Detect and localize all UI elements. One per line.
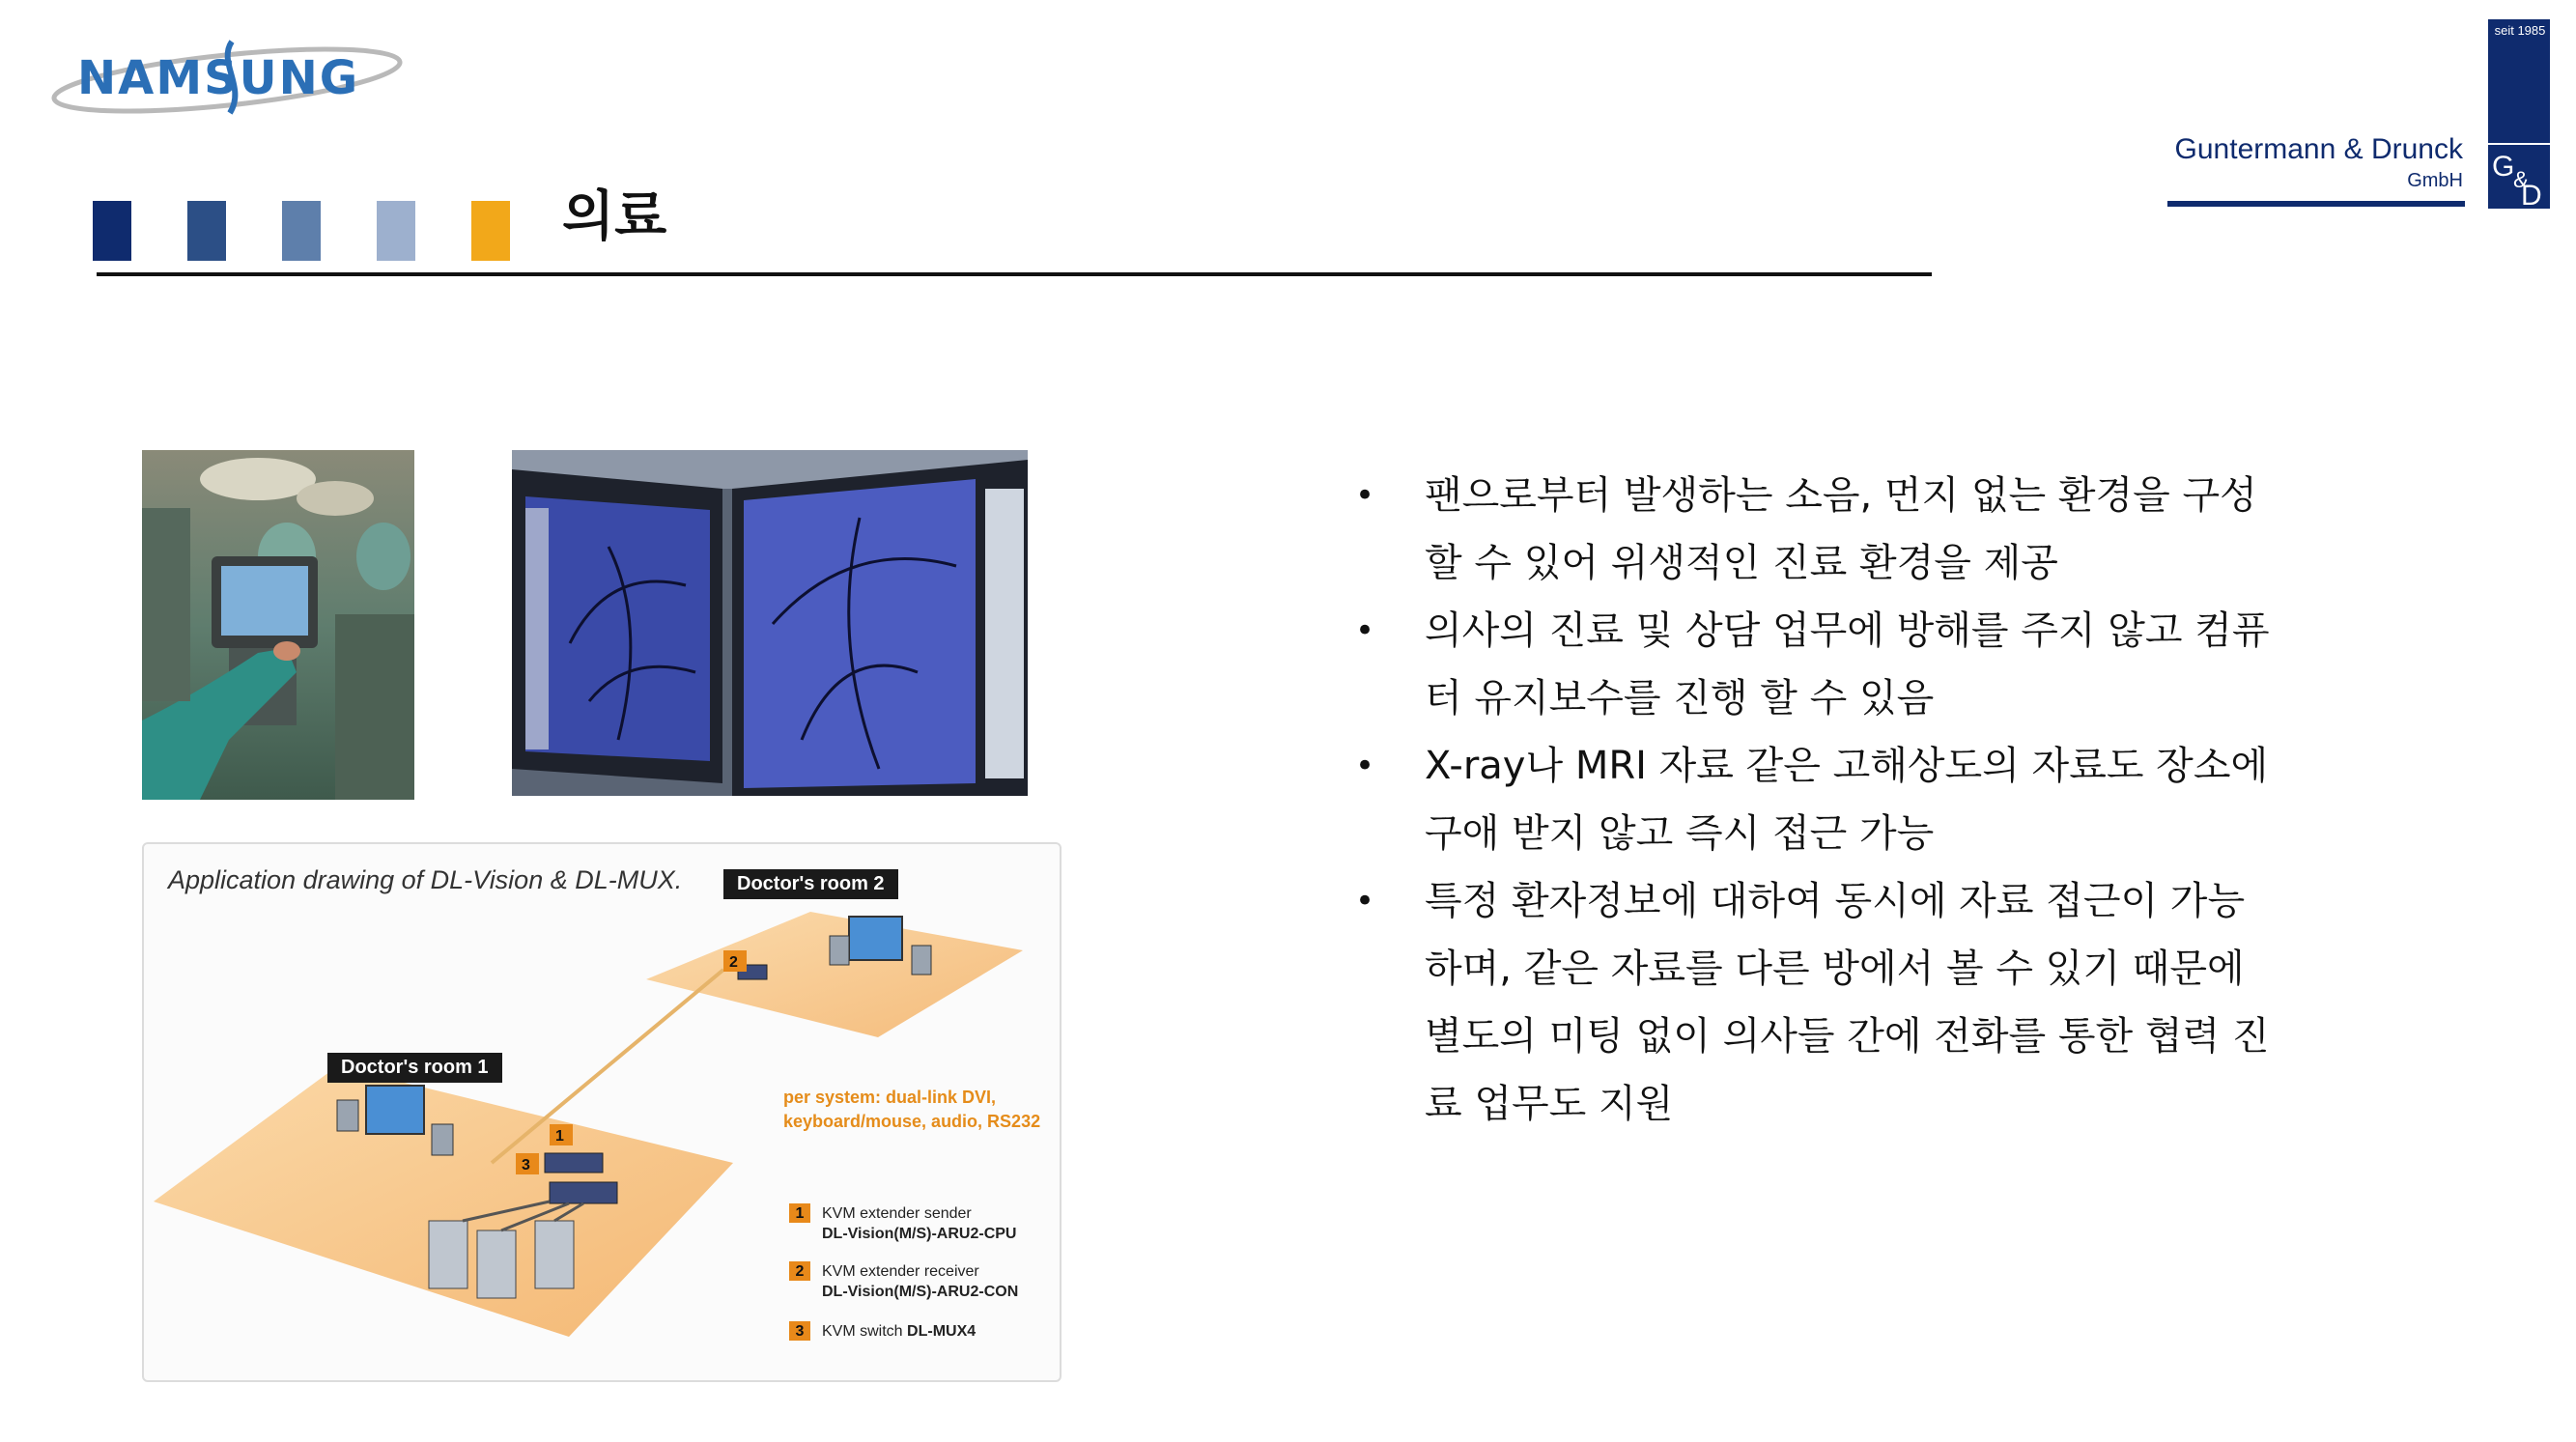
square-4 [377,201,415,261]
application-drawing [142,842,1062,1382]
square-1 [93,201,131,261]
gd-logo-mark [2488,145,2550,209]
feature-item-4: • 특정 환자정보에 대하여 동시에 자료 접근이 가능하며, 같은 자료를 다른 방에서 볼 수 있기 때문에 별도의 미팅 없이 의사들 간에 전화를 통한 협력 진료 업무도 지원 [1347,867,2275,1138]
square-5 [471,201,510,261]
page-title: 의료 [562,185,667,248]
svg-text:D: D [2521,180,2542,209]
diagram-caption: Application drawing of DL-Vision & DL-MUX. [168,865,683,894]
operating-room-photo [142,450,414,800]
legend-item-3 [789,1321,976,1342]
legend-label-1: KVM extender sender [822,1205,972,1222]
decorative-squares [93,201,518,261]
gd-underline [2167,201,2465,207]
legend-label-2: KVM extender receiver [822,1263,979,1280]
gd-logo-bar [2488,19,2550,143]
gd-company-name: Guntermann & Drunck [2174,133,2463,165]
gd-since-text: seit 1985 [2494,23,2546,38]
namsung-logo [48,34,406,121]
legend-sub-1: DL-Vision(M/S)-ARU2-CPU [822,1226,1017,1242]
xray-monitors-photo [512,450,1028,796]
feature-item-1: • 팬으로부터 발생하는 소음, 먼지 없는 환경을 구성할 수 있어 위생적인 진료 환경을 제공 [1347,462,2275,597]
svg-text:&: & [2513,167,2530,193]
feature-item-2: • 의사의 진료 및 상담 업무에 방해를 주지 않고 컴퓨터 유지보수를 진행 할 수 있음 [1347,597,2275,732]
room2-label: Doctor's room 2 [723,869,898,899]
legend-sub-3: DL-MUX4 [907,1323,977,1340]
svg-text:G: G [2492,151,2515,183]
per-system-note: per system: dual-link DVI, keyboard/mouse, audio, RS232 [783,1088,1041,1131]
legend-item-2 [789,1261,1018,1302]
title-divider [97,272,1932,276]
room1-label: Doctor's room 1 [327,1053,502,1083]
gd-gmbh: GmbH [2407,170,2463,191]
square-3 [282,201,321,261]
legend-num-3: 3 [789,1321,810,1341]
square-2 [187,201,226,261]
legend-num-2: 2 [789,1261,810,1281]
legend-item-1 [789,1203,1016,1244]
svg-text:3: 3 [522,1157,530,1173]
legend-num-1: 1 [789,1203,810,1223]
feature-item-3: • X-ray나 MRI 자료 같은 고해상도의 자료도 장소에 구애 받지 않고 즉시 접근 가능 [1347,732,2275,867]
legend-label-3: KVM switch [822,1323,903,1340]
legend-sub-2: DL-Vision(M/S)-ARU2-CON [822,1284,1019,1300]
svg-text:2: 2 [729,954,738,971]
svg-text:1: 1 [555,1128,564,1145]
namsung-logo-text: NAMSUNG [77,51,360,105]
feature-list [1347,462,2275,1138]
